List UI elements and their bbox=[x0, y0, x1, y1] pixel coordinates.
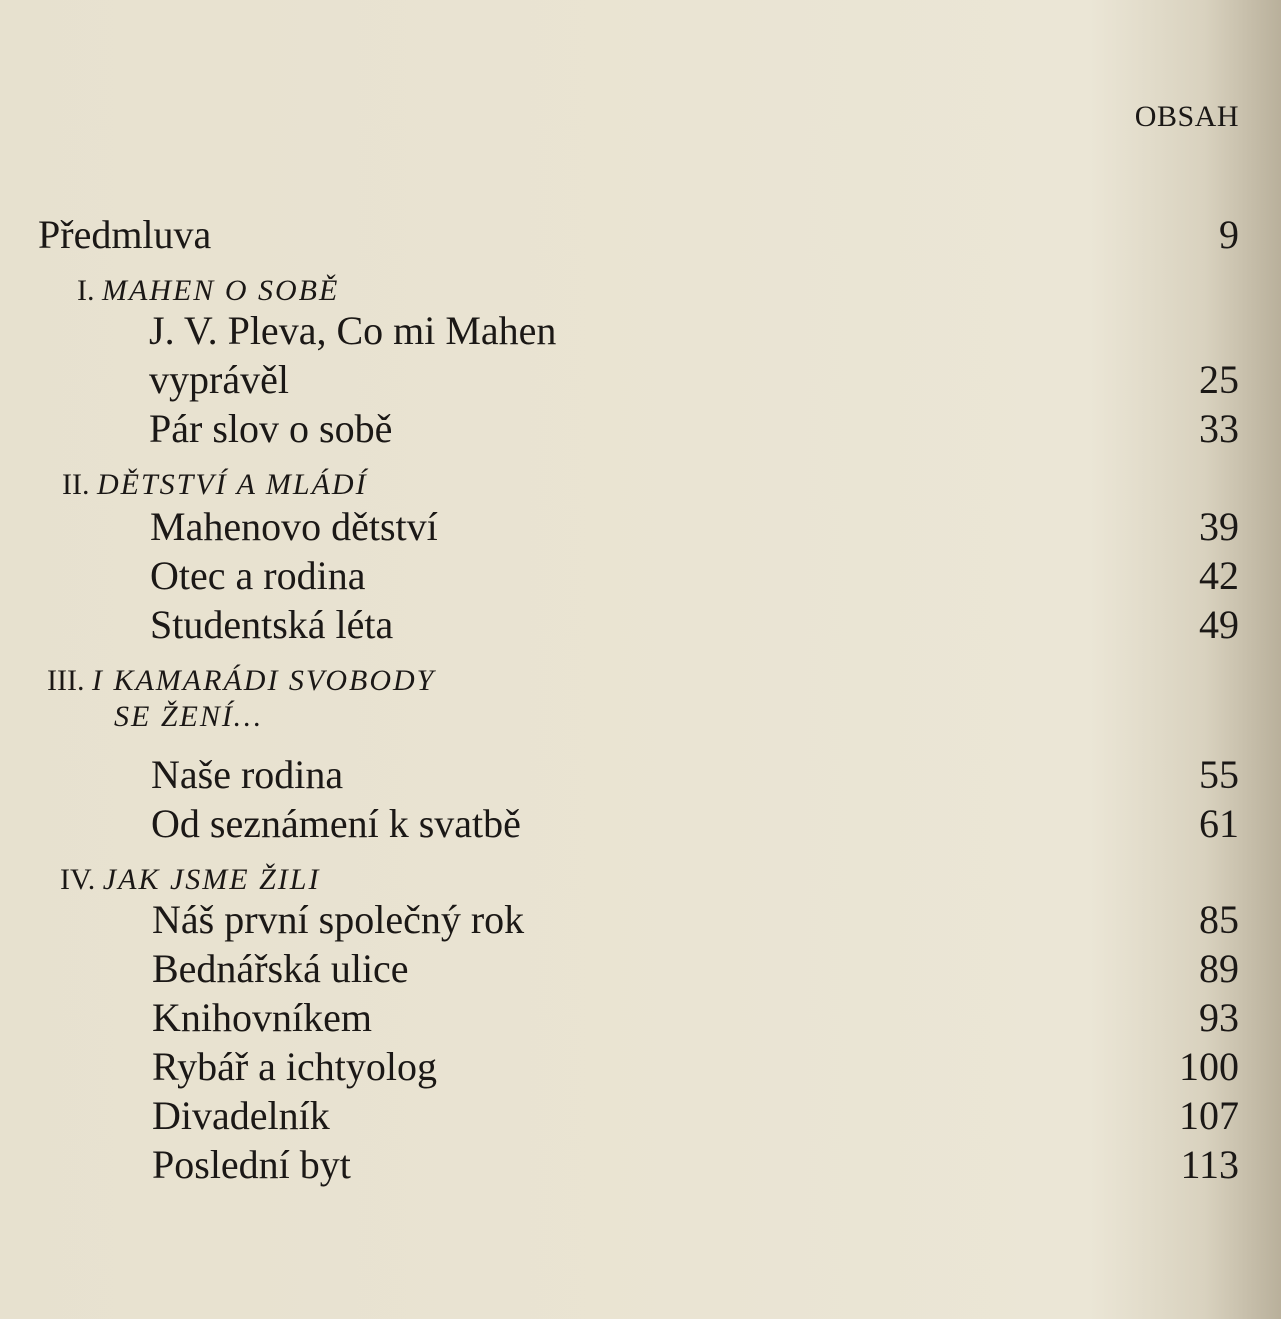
toc-entry-page: 107 bbox=[1179, 1093, 1239, 1138]
toc-entry-page: 61 bbox=[1199, 801, 1239, 846]
section-title: MAHEN O SOBĚ bbox=[102, 274, 340, 307]
section-title: DĚTSTVÍ A MLÁDÍ bbox=[96, 468, 368, 501]
toc-entry-page: 85 bbox=[1199, 897, 1239, 942]
toc-entry-page: 93 bbox=[1199, 995, 1239, 1040]
toc-entry-title: Rybář a ichtyolog bbox=[152, 1044, 437, 1089]
toc-entry-title: Knihovníkem bbox=[152, 995, 372, 1040]
toc-entry bbox=[0, 1091, 1281, 1141]
toc-entry-preface bbox=[0, 210, 1281, 260]
toc-entry-title: Od seznámení k svatbě bbox=[151, 801, 521, 846]
toc-entry bbox=[0, 355, 1281, 405]
section-number: I. bbox=[77, 274, 95, 307]
section-title-continued: SE ŽENÍ… bbox=[114, 700, 263, 733]
toc-entry bbox=[0, 944, 1281, 994]
section-number: II. bbox=[62, 468, 90, 501]
section-number: IV. bbox=[60, 863, 96, 896]
toc-entry-page: 25 bbox=[1199, 357, 1239, 402]
toc-entry-page: 113 bbox=[1180, 1142, 1239, 1187]
toc-entry-title: Naše rodina bbox=[151, 752, 344, 797]
toc-entry bbox=[0, 750, 1281, 800]
toc-entry bbox=[0, 502, 1281, 552]
toc-entry bbox=[0, 799, 1281, 849]
toc-entry-title-continued: vyprávěl bbox=[149, 357, 289, 402]
toc-entry-page: 33 bbox=[1199, 406, 1239, 451]
section-title: JAK JSME ŽILI bbox=[102, 863, 321, 896]
toc-entry-page: 89 bbox=[1199, 946, 1239, 991]
toc-entry bbox=[0, 1140, 1281, 1190]
toc-entry-page: 39 bbox=[1199, 504, 1239, 549]
toc-entry bbox=[0, 993, 1281, 1043]
toc-section-heading bbox=[60, 862, 320, 898]
toc-entry bbox=[0, 404, 1281, 454]
toc-entry-page: 100 bbox=[1179, 1044, 1239, 1089]
toc-section-heading bbox=[47, 663, 435, 735]
toc-entry-title: Bednářská ulice bbox=[152, 946, 409, 991]
toc-entry-page: 9 bbox=[1219, 212, 1239, 257]
toc-entry bbox=[0, 551, 1281, 601]
toc-entry-page: 49 bbox=[1199, 602, 1239, 647]
toc-entry bbox=[0, 1042, 1281, 1092]
toc-entry bbox=[0, 895, 1281, 945]
toc-entry-title: Náš první společný rok bbox=[152, 897, 525, 942]
toc-entry bbox=[0, 306, 1281, 356]
toc-entry-title: Předmluva bbox=[38, 212, 212, 257]
section-number: III. bbox=[47, 664, 85, 697]
toc-entry bbox=[0, 600, 1281, 650]
page-header: OBSAH bbox=[1134, 100, 1239, 133]
toc-entry-title: Divadelník bbox=[152, 1093, 330, 1138]
toc-entry-page: 55 bbox=[1199, 752, 1239, 797]
toc-section-heading bbox=[77, 273, 339, 309]
toc-entry-page: 42 bbox=[1199, 553, 1239, 598]
toc-entry-title: Studentská léta bbox=[150, 602, 394, 647]
toc-entry-title: Poslední byt bbox=[152, 1142, 351, 1187]
toc-entry-title: Mahenovo dětství bbox=[150, 504, 438, 549]
section-title: I KAMARÁDI SVOBODY bbox=[91, 664, 436, 697]
toc-entry-title: J. V. Pleva, Co mi Mahen bbox=[149, 308, 557, 353]
toc-entry-title: Pár slov o sobě bbox=[149, 406, 393, 451]
toc-section-heading bbox=[62, 467, 368, 503]
toc-entry-title: Otec a rodina bbox=[150, 553, 366, 598]
